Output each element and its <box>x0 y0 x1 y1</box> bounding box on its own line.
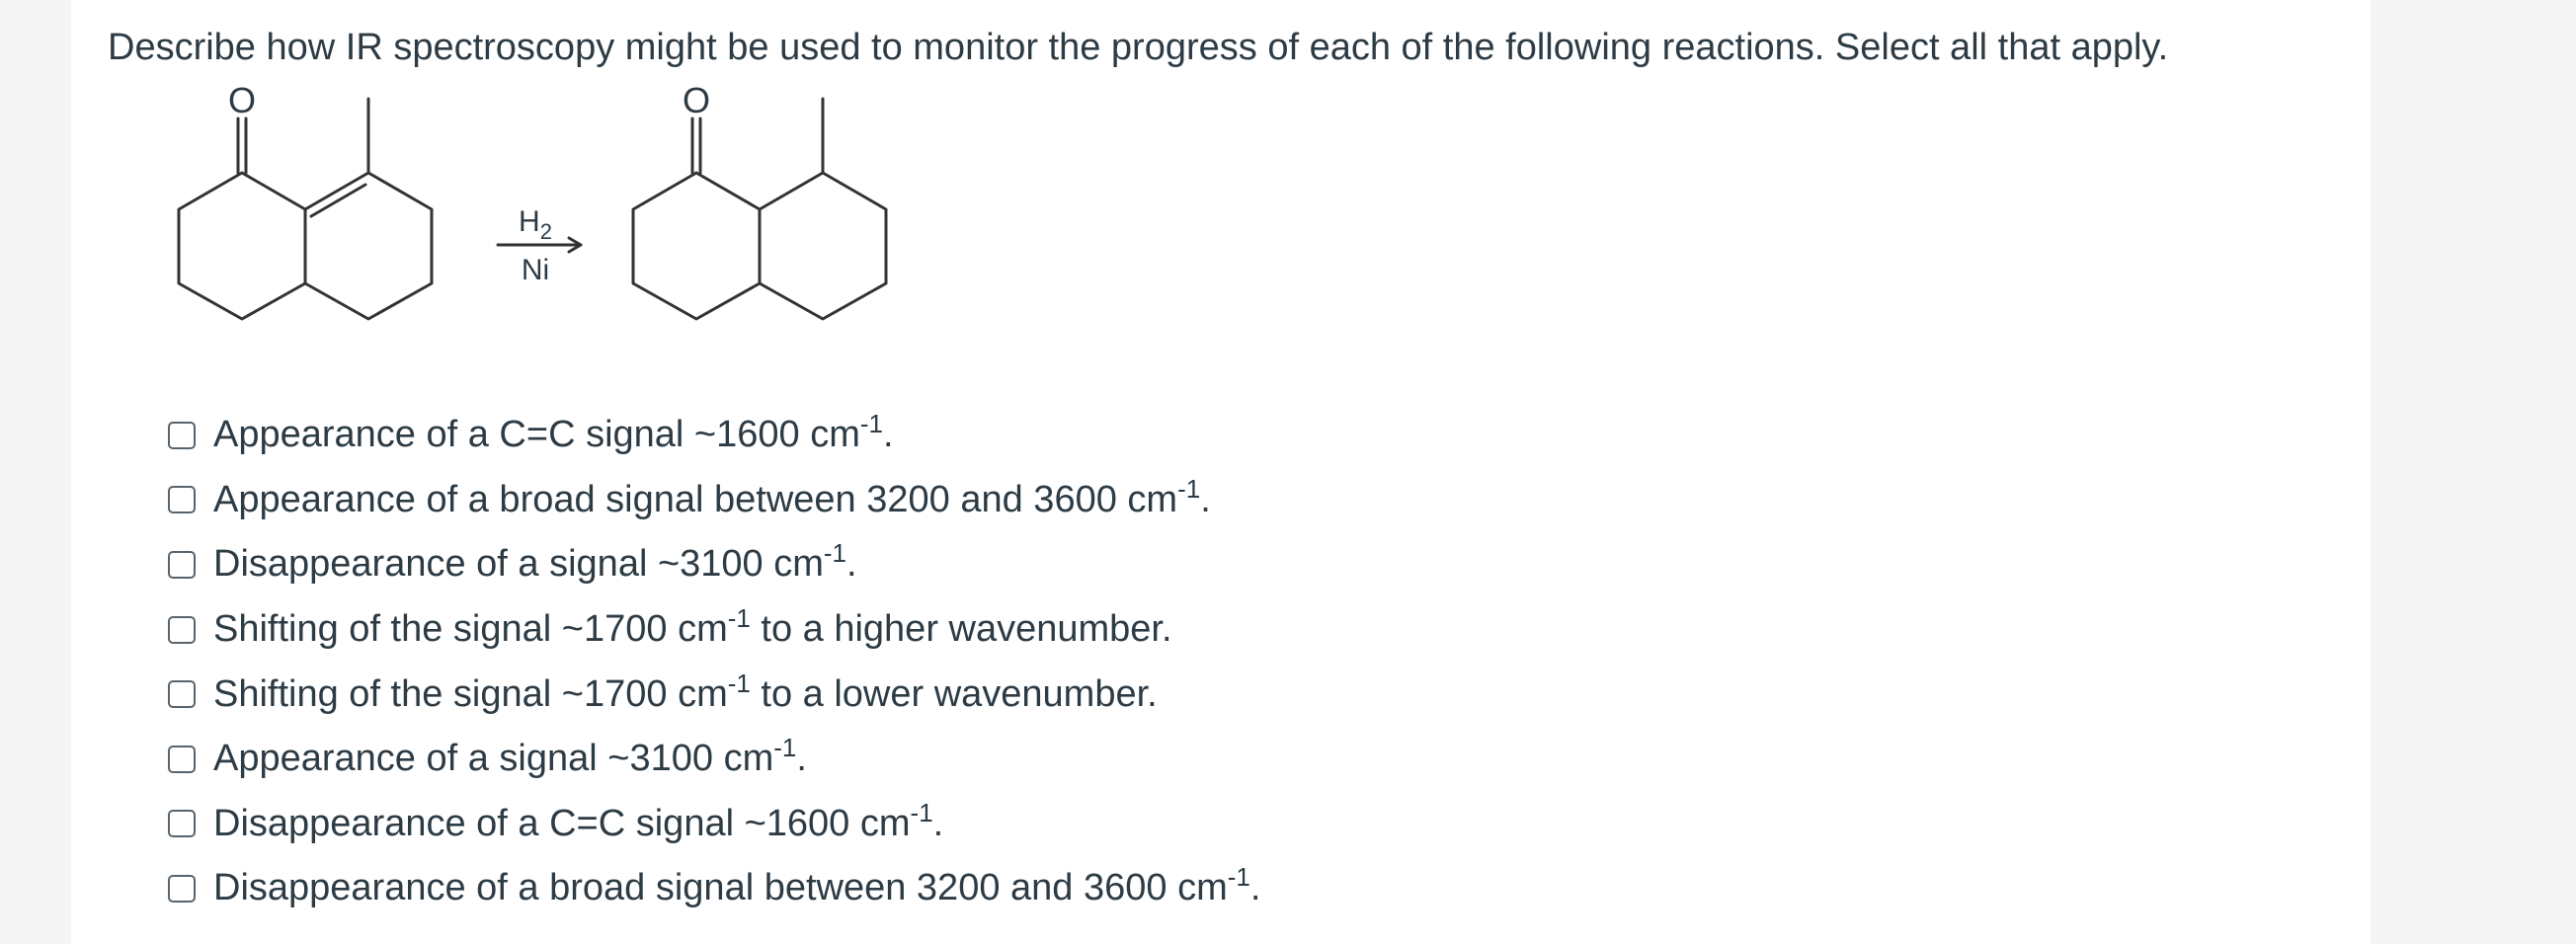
answer-options <box>168 403 1260 921</box>
answer-option-label: Disappearance of a C=C signal ~1600 $cm^{-1}$. <box>213 797 944 844</box>
checkbox[interactable] <box>168 422 196 449</box>
answer-option-3[interactable] <box>168 532 1260 597</box>
answer-option-label: Appearance of a C=C signal ~1600 $cm^{-1}$. <box>213 409 894 456</box>
answer-option-label: Disappearance of a broad signal between 3200 and 3600 $cm^{-1}$. <box>213 862 1261 909</box>
product-molecule <box>633 99 886 319</box>
reaction-scheme <box>101 77 911 334</box>
answer-option-label: Shifting of the signal ~1700 $cm^{-1}$ to a higher wavenumber. <box>213 603 1172 651</box>
reactant-oxygen-label: O <box>227 80 257 120</box>
checkbox[interactable] <box>168 551 196 579</box>
answer-option-6[interactable] <box>168 727 1260 792</box>
checkbox[interactable] <box>168 616 196 644</box>
answer-option-1[interactable] <box>168 403 1260 468</box>
checkbox[interactable] <box>168 680 196 708</box>
checkbox[interactable] <box>168 810 196 837</box>
answer-option-5[interactable] <box>168 662 1260 727</box>
answer-option-7[interactable] <box>168 792 1260 857</box>
answer-option-label: Appearance of a broad signal between 3200 and 3600 $cm^{-1}$. <box>213 473 1211 520</box>
answer-option-label: Appearance of a signal ~3100 $cm^{-1}$. <box>213 733 807 780</box>
answer-option-2[interactable] <box>168 468 1260 533</box>
answer-option-4[interactable] <box>168 597 1260 663</box>
answer-option-label: Shifting of the signal ~1700 $cm^{-1}$ to a lower wavenumber. <box>213 668 1158 715</box>
answer-option-8[interactable] <box>168 856 1260 921</box>
reagent-catalyst-label: Ni <box>521 254 550 286</box>
reactant-molecule <box>179 99 432 319</box>
checkbox[interactable] <box>168 486 196 513</box>
reagent-hydrogen-label: $H_2$ <box>519 205 552 244</box>
checkbox[interactable] <box>168 746 196 773</box>
reaction-scheme-image <box>101 77 911 334</box>
question-card <box>71 0 2371 944</box>
answer-option-label: Disappearance of a signal ~3100 $cm^{-1}$. <box>213 538 857 586</box>
question-prompt: Describe how IR spectroscopy might be used to monitor the progress of each of the following reactions. Select all that apply. <box>108 27 2169 68</box>
checkbox[interactable] <box>168 875 196 903</box>
product-oxygen-label: O <box>682 80 711 120</box>
